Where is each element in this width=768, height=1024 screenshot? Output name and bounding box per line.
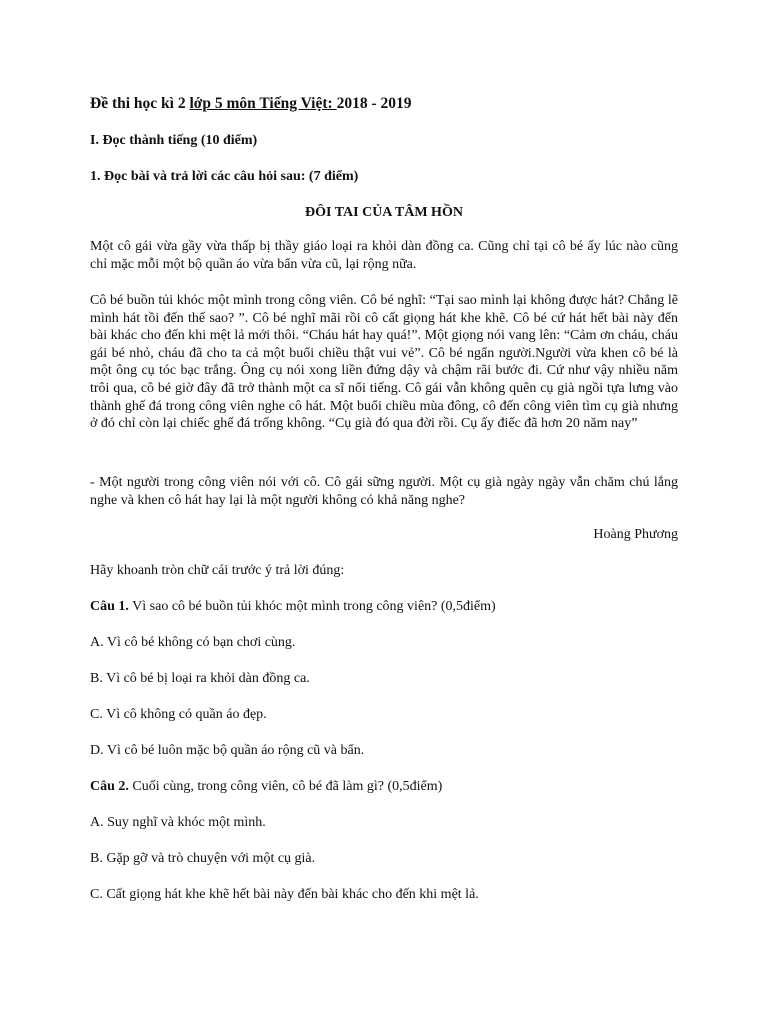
story-title: ĐÔI TAI CỦA TÂM HỒN	[305, 205, 463, 220]
instruction-text: Hãy khoanh tròn chữ cái trước ý trả lời đúng:	[90, 563, 345, 578]
question-1	[90, 598, 678, 616]
question-1-label: Câu 1.	[90, 599, 129, 614]
question-2-label: Câu 2.	[90, 779, 129, 794]
title-underlined: lớp 5 môn Tiếng Việt:	[189, 95, 337, 112]
subsection-heading: 1. Đọc bài và trả lời các câu hỏi sau: (7 điểm)	[90, 169, 359, 184]
question-1-option-a: A. Vì cô bé không có bạn chơi cùng.	[90, 635, 296, 650]
question-2	[90, 778, 678, 796]
question-2-option-c: C. Cất giọng hát khe khẽ hết bài này đến bài khác cho đến khi mệt lả.	[90, 887, 479, 902]
question-2-option-b: B. Gặp gỡ và trò chuyện với một cụ già.	[90, 851, 316, 866]
question-1-option-d: D. Vì cô bé luôn mặc bộ quần áo rộng cũ và bẩn.	[90, 743, 365, 758]
story-paragraph-3: - Một người trong công viên nói với cô. Cô gái sững người. Một cụ già ngày ngày vẫn chăm chú lắng nghe và khen cô hát hay lại là một người không có khả năng nghe?	[90, 475, 678, 508]
question-1-text: Vì sao cô bé buồn tủi khóc một mình trong công viên? (0,5điểm)	[128, 599, 496, 614]
question-1-option-b: B. Vì cô bé bị loại ra khỏi dàn đồng ca.	[90, 671, 310, 686]
question-2-option-a: A. Suy nghĩ và khóc một mình.	[90, 815, 266, 830]
question-2-text: Cuối cùng, trong công viên, cô bé đã làm gì? (0,5điểm)	[128, 779, 443, 794]
story-paragraph-1: Một cô gái vừa gầy vừa thấp bị thầy giáo loại ra khỏi dàn đồng ca. Cũng chỉ tại cô bé ấy lúc nào cũng chỉ mặc mỗi một bộ quần áo vừa bẩn vừa cũ, lại rộng nữa.	[90, 239, 678, 272]
title-prefix: Đề thi học kì 2	[90, 95, 190, 112]
title-suffix: 2018 - 2019	[336, 95, 412, 112]
question-1-option-c: C. Vì cô không có quần áo đẹp.	[90, 707, 267, 722]
section-heading: I. Đọc thành tiếng (10 điểm)	[90, 133, 258, 148]
author-name: Hoàng Phương	[593, 527, 678, 542]
document-title	[90, 94, 678, 114]
story-paragraph-2: Cô bé buồn tủi khóc một mình trong công viên. Cô bé nghĩ: “Tại sao mình lại không được hát? Chẳng lẽ mình hát tồi đến thế sao? ”. Cô bé nghĩ mãi rồi cô cất giọng hát khe khẽ. Cô bé cứ hát hết bài này đến bài khác cho đến khi mệt lả mới thôi. “Cháu hát hay quá!”. Một giọng nói vang lên: “Cảm ơn cháu, cháu gái bé nhỏ, cháu đã cho ta cả một buổi chiều thật vui vẻ”. Cô bé ngẩn người.Người vừa khen cô bé là một ông cụ tóc bạc trắng. Ông cụ nói xong liền đứng dậy và chậm rãi bước đi. Cứ như vậy nhiều năm trôi qua, cô bé giờ đây đã trở thành một ca sĩ nổi tiếng. Cô gái vẫn không quên cụ già ngồi tựa lưng vào thành ghế đá trong công viên nghe cô hát. Một buổi chiều mùa đông, cô đến công viên tìm cụ già nhưng ở đó chỉ còn lại chiếc ghế đá trống không. “Cụ già đó qua đời rồi. Cụ ấy điếc đã hơn 20 năm nay”	[90, 293, 678, 432]
